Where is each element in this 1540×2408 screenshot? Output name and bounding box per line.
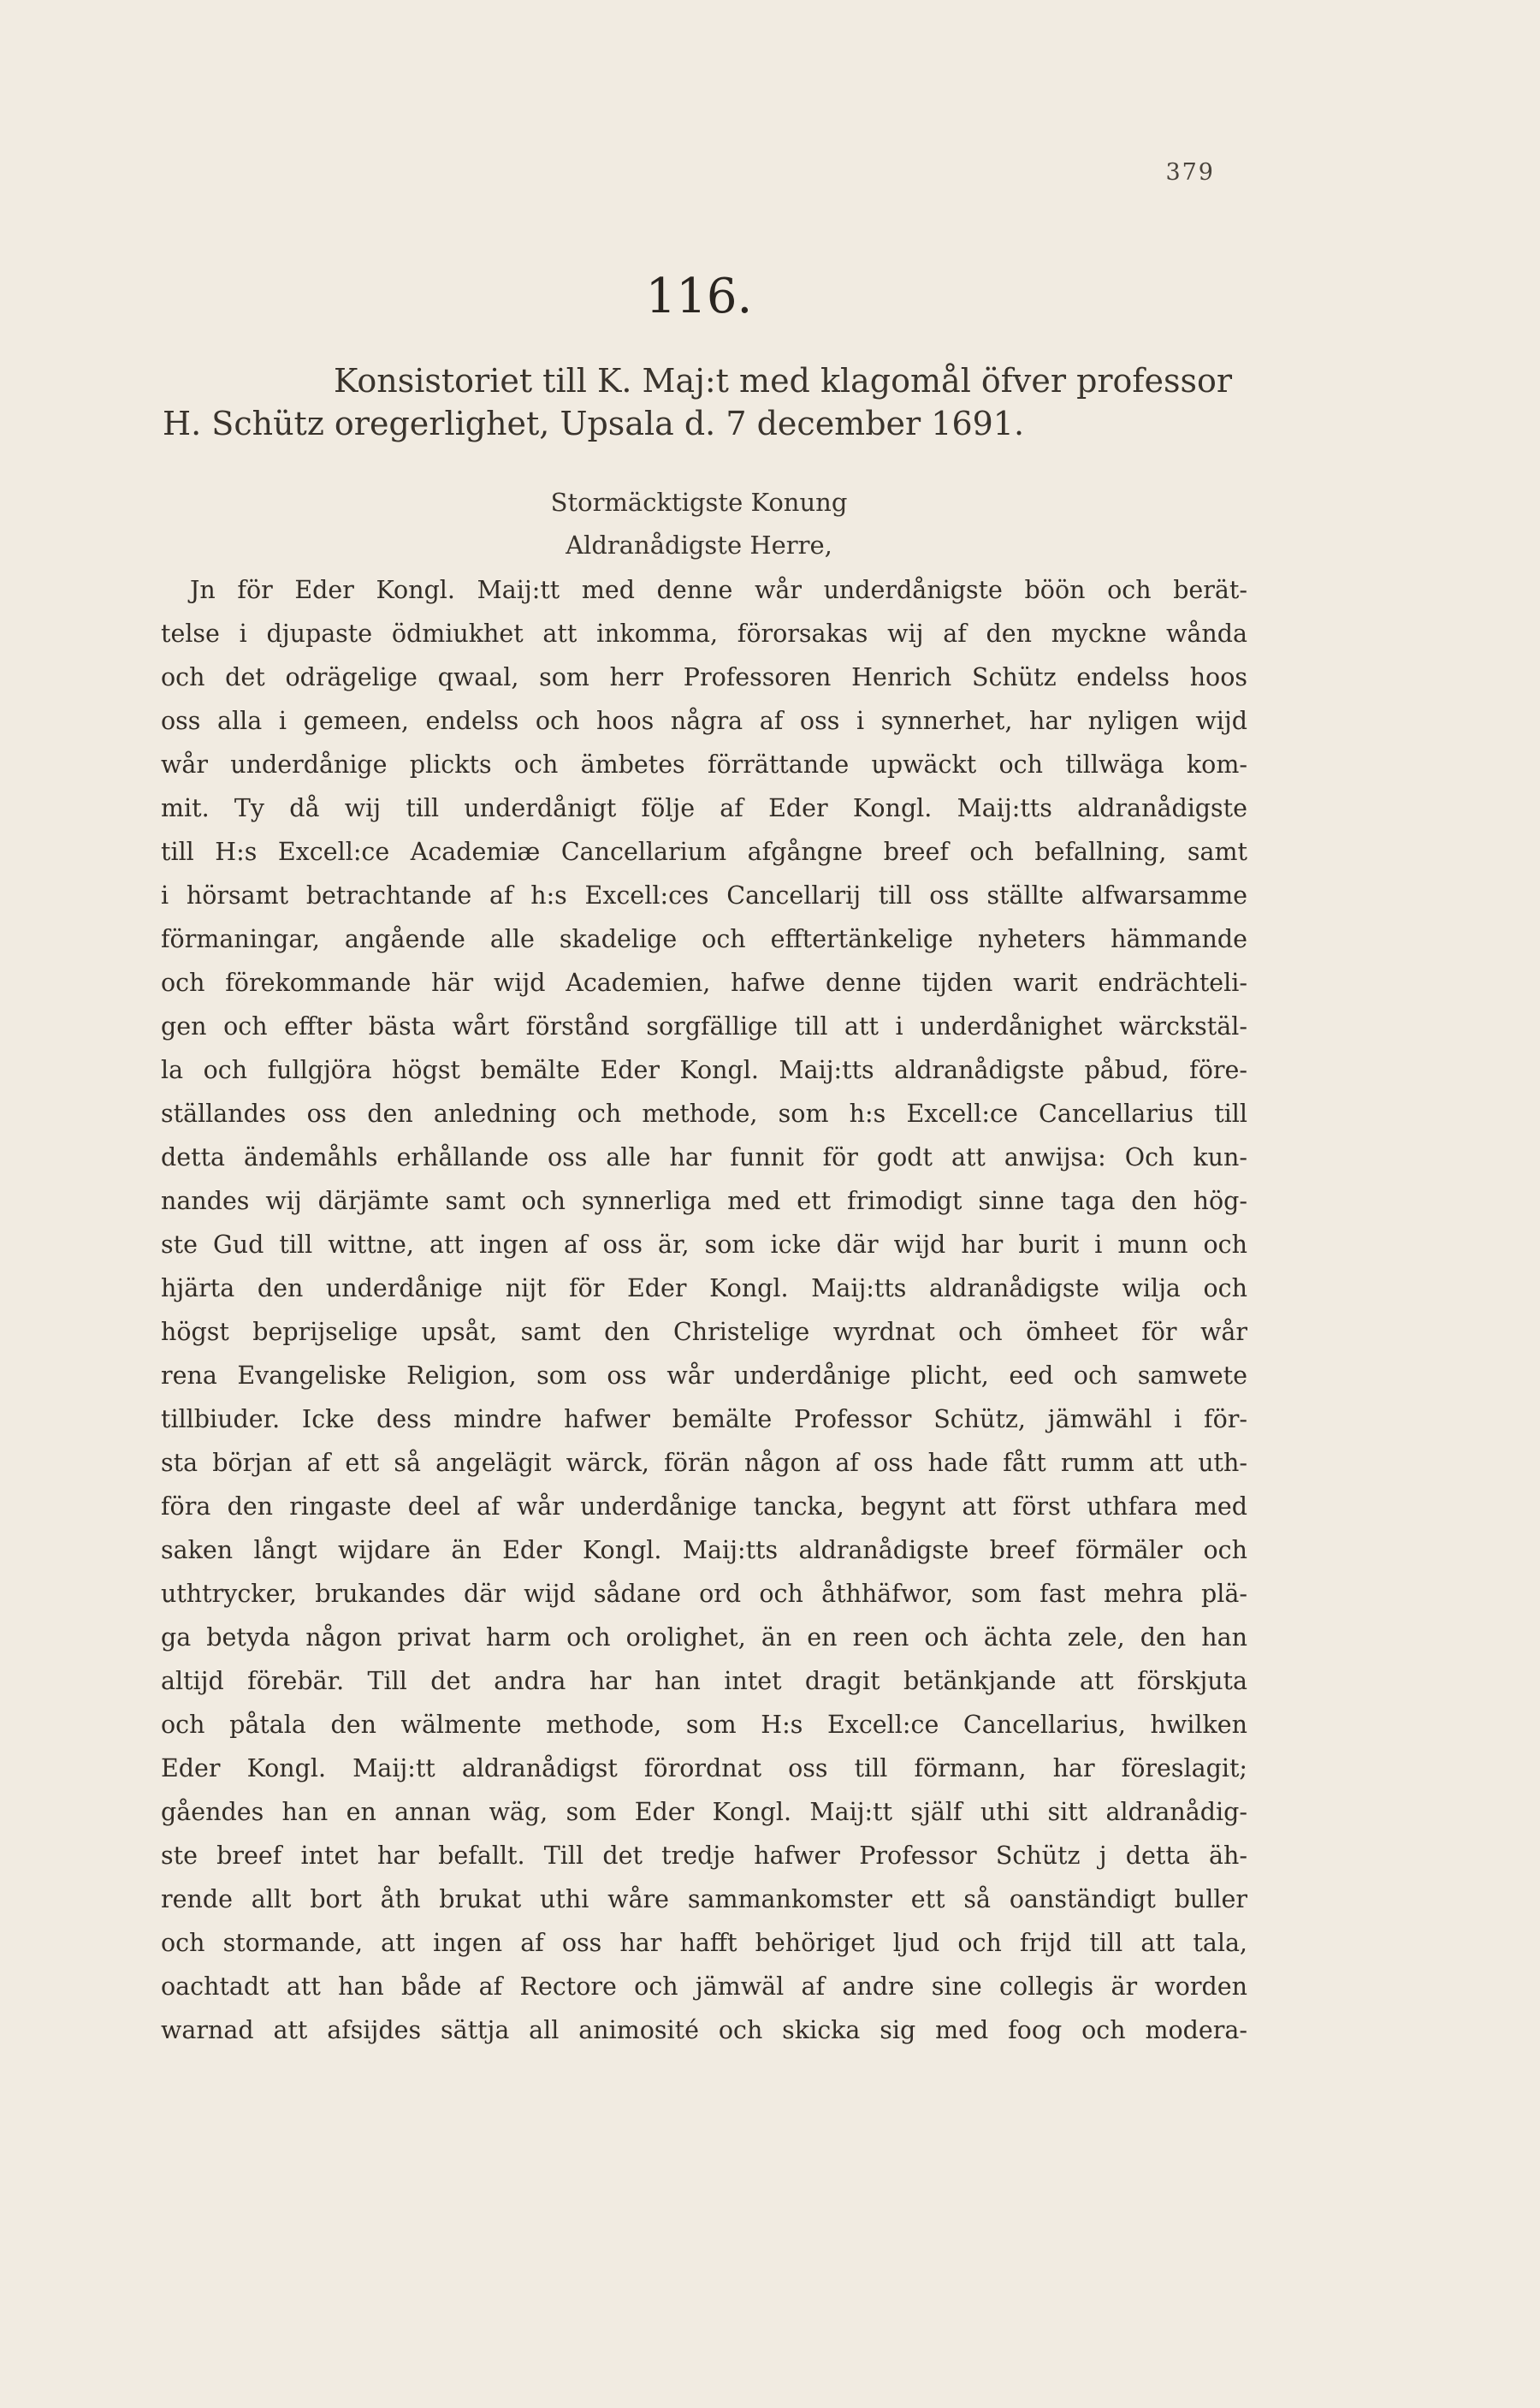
body-line: och det odrägelige qwaal, som herr Professoren Henrich Schütz endelss hoos — [161, 663, 1247, 691]
title-line: Konsistoriet till K. Maj:t med klagomål öfver professor — [334, 362, 1233, 400]
body-line: uthtrycker, brukandes där wijd sådane ord och åthhäfwor, som fast mehra plä- — [161, 1580, 1247, 1608]
body-line: till H:s Excell:ce Academiæ Cancellarium afgångne breef och befallning, samt — [161, 838, 1247, 866]
salutation-line: Aldranådigste Herre, — [566, 531, 832, 560]
page-number: 379 — [1165, 159, 1215, 186]
body-line: föra den ringaste deel af wår underdånige tancka, begynt att först uthfara med — [161, 1492, 1247, 1521]
body-line: ga betyda någon privat harm och orolighet, än en reen och ächta zele, den han — [161, 1623, 1247, 1652]
body-line: wår underdånige plickts och ämbetes förrättande upwäckt och tillwäga kom- — [161, 750, 1247, 779]
body-line: warnad att afsijdes sättja all animosité och skicka sig med foog och modera- — [161, 2016, 1247, 2044]
body-line: detta ändemåhls erhållande oss alle har funnit för godt att anwijsa: Och kun- — [161, 1143, 1247, 1171]
body-line: ste breef intet har befallt. Till det tredje hafwer Professor Schütz j detta äh- — [161, 1842, 1247, 1870]
letter-body — [161, 568, 1247, 2052]
body-line: hjärta den underdånige nijt för Eder Kongl. Maij:tts aldranådigste wilja och — [161, 1274, 1247, 1302]
body-line: ste Gud till wittne, att ingen af oss är, som icke där wijd har burit i munn och — [161, 1231, 1247, 1259]
body-line: Eder Kongl. Maij:tt aldranådigst förordnat oss till förmann, har föreslagit; — [161, 1754, 1247, 1782]
body-line: gåendes han en annan wäg, som Eder Kongl. Maij:tt själf uthi sitt aldranådig- — [161, 1798, 1247, 1826]
title-line: H. Schütz oregerlighet, Upsala d. 7 december 1691. — [163, 405, 1025, 442]
body-line: och förekommande här wijd Academien, hafwe denne tijden warit endrächteli- — [161, 969, 1247, 997]
body-line: i hörsamt betrachtande af h:s Excell:ces Cancellarij till oss ställte alfwarsamme — [161, 881, 1247, 910]
body-line: oachtadt att han både af Rectore och jämwäl af andre sine collegis är worden — [161, 1972, 1247, 2001]
body-line: ställandes oss den anledning och methode, som h:s Excell:ce Cancellarius till — [161, 1100, 1247, 1128]
body-line: förmaningar, angående alle skadelige och efftertänkelige nyheters hämmande — [161, 925, 1247, 953]
body-line: sta början af ett så angelägit wärck, förän någon af oss hade fått rumm att uth- — [161, 1449, 1247, 1477]
salutation-line: Stormäcktigste Konung — [550, 488, 848, 517]
body-line: tillbiuder. Icke dess mindre hafwer bemälte Professor Schütz, jämwähl i för- — [161, 1405, 1247, 1433]
document-number: 116. — [645, 269, 753, 324]
body-line: rena Evangeliske Religion, som oss wår underdånige plicht, eed och samwete — [161, 1361, 1247, 1390]
body-line: Jn för Eder Kongl. Maij:tt med denne wår underdånigste böön och berät- — [190, 576, 1247, 604]
body-line: och stormande, att ingen af oss har hafft behöriget ljud och frijd till att tala, — [161, 1929, 1247, 1957]
body-line: oss alla i gemeen, endelss och hoos några af oss i synnerhet, har nyligen wijd — [161, 707, 1247, 735]
salutation — [0, 481, 1398, 566]
body-line: la och fullgjöra högst bemälte Eder Kongl. Maij:tts aldranådigste påbud, före- — [161, 1056, 1247, 1084]
body-line: saken långt wijdare än Eder Kongl. Maij:tts aldranådigste breef förmäler och — [161, 1536, 1247, 1564]
body-line: altijd förebär. Till det andra har han intet dragit betänkjande att förskjuta — [161, 1667, 1247, 1695]
body-line: och påtala den wälmente methode, som H:s Excell:ce Cancellarius, hwilken — [161, 1711, 1247, 1739]
body-line: nandes wij därjämte samt och synnerliga med ett frimodigt sinne taga den hög- — [161, 1187, 1247, 1215]
body-line: mit. Ty då wij till underdånigt följe af Eder Kongl. Maij:tts aldranådigste — [161, 794, 1247, 822]
document-title — [163, 359, 1258, 445]
body-line: gen och effter bästa wårt förstånd sorgfällige till att i underdånighet wärckstäl- — [161, 1012, 1247, 1041]
body-line: telse i djupaste ödmiukhet att inkomma, förorsakas wij af den myckne wånda — [161, 620, 1247, 648]
body-line: högst beprijselige upsåt, samt den Christelige wyrdnat och ömheet för wår — [161, 1318, 1247, 1346]
body-line: rende allt bort åth brukat uthi wåre sammankomster ett så oanständigt buller — [161, 1885, 1247, 1913]
